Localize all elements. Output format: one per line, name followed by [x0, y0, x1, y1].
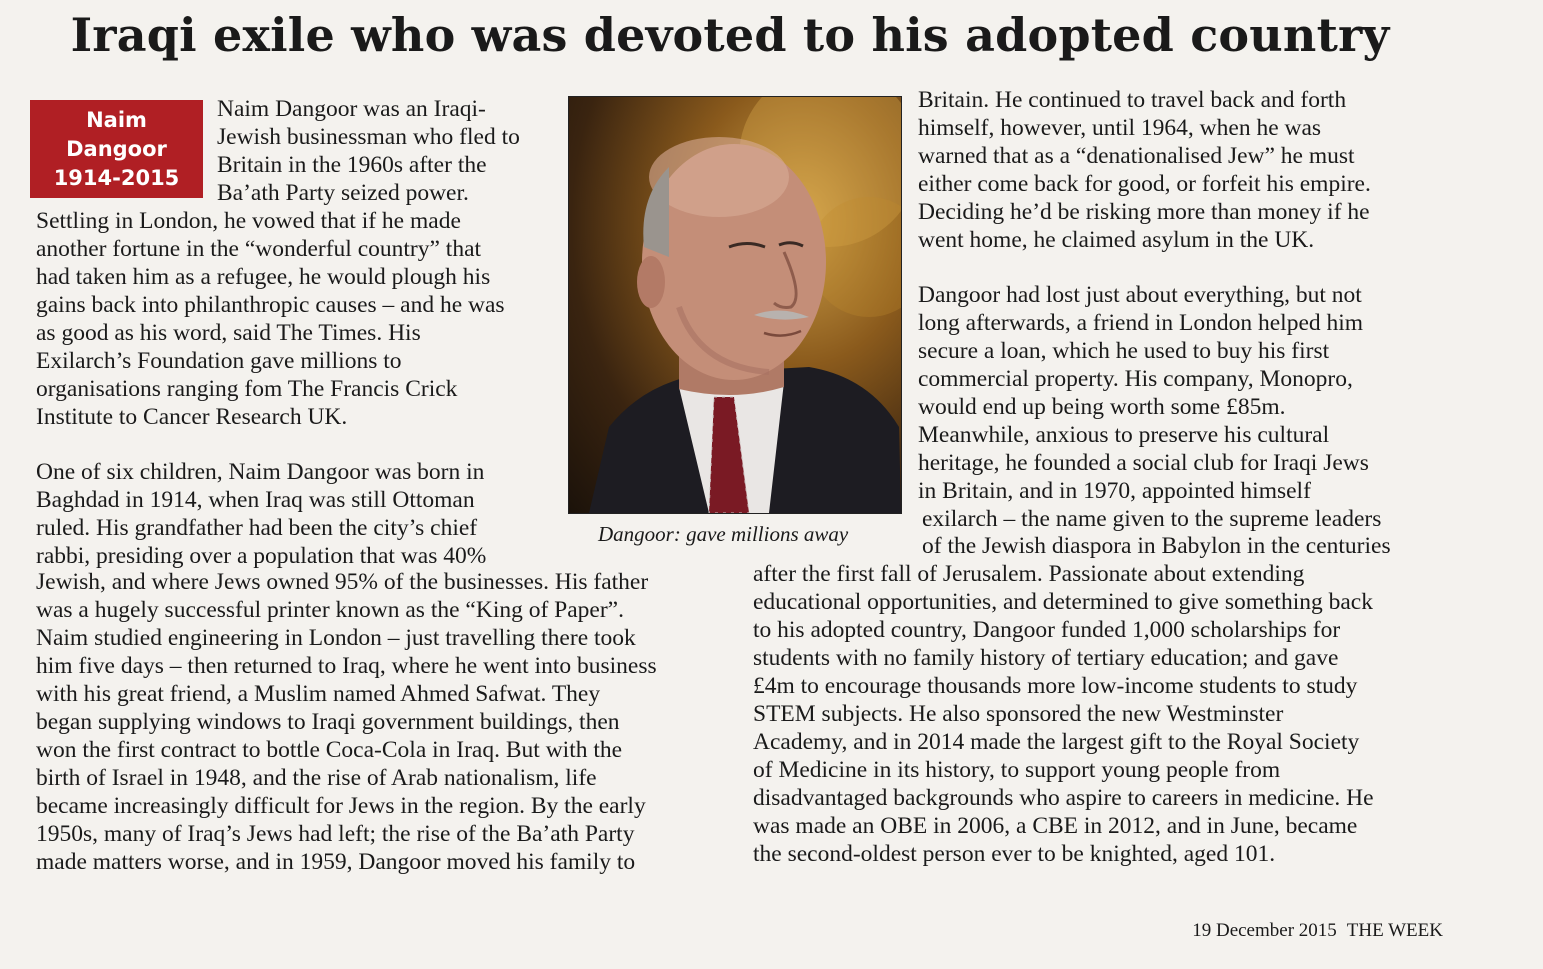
- badge-years: 1914-2015: [53, 165, 180, 190]
- portrait-illustration: [569, 97, 901, 513]
- col1-line: Naim Dangoor was an Iraqi-: [217, 96, 486, 122]
- badge-name-line1: Naim: [86, 107, 147, 132]
- col1-line: him five days – then returned to Iraq, where he went into business: [36, 653, 657, 679]
- col2-line: commercial property. His company, Monopro,: [918, 366, 1353, 392]
- col2-line: secure a loan, which he used to buy his first: [918, 338, 1330, 364]
- col2-line: exilarch – the name given to the supreme leaders: [922, 506, 1382, 532]
- col2-line: Academy, and in 2014 made the largest gift to the Royal Society: [753, 729, 1360, 755]
- col1-line: another fortune in the “wonderful country” that: [36, 236, 482, 262]
- col2-line: in Britain, and in 1970, appointed himself: [918, 478, 1311, 504]
- col2-line: disadvantaged backgrounds who aspire to careers in medicine. He: [753, 785, 1374, 811]
- col1-line: Ba’ath Party seized power.: [217, 180, 469, 206]
- col2-line: STEM subjects. He also sponsored the new Westminster: [753, 701, 1284, 727]
- col1-line: with his great friend, a Muslim named Ahmed Safwat. They: [36, 681, 601, 707]
- col2-line: educational opportunities, and determined to give something back: [753, 589, 1373, 615]
- col2-line: Deciding he’d be risking more than money if he: [918, 199, 1370, 225]
- col2-line: long afterwards, a friend in London helped him: [918, 310, 1364, 336]
- headline: Iraqi exile who was devoted to his adopted country: [70, 8, 1390, 62]
- portrait-photo: [568, 96, 902, 514]
- col2-line: himself, however, until 1964, when he was: [918, 115, 1322, 141]
- col2-line: students with no family history of tertiary education; and gave: [753, 645, 1339, 671]
- col1-line: rabbi, presiding over a population that was 40%: [36, 543, 487, 569]
- col2-line: after the first fall of Jerusalem. Passionate about extending: [753, 561, 1305, 587]
- col2-line: would end up being worth some £85m.: [918, 394, 1286, 420]
- col1-line: Institute to Cancer Research UK.: [36, 404, 348, 430]
- col2-line: of Medicine in its history, to support young people from: [753, 757, 1281, 783]
- col1-line: One of six children, Naim Dangoor was born in: [36, 459, 485, 485]
- col2-line: of the Jewish diaspora in Babylon in the centuries: [922, 533, 1391, 559]
- obituary-name-badge: [30, 100, 203, 198]
- issue-date: 19 December 2015: [1192, 920, 1337, 941]
- col2-line: heritage, he founded a social club for Iraqi Jews: [918, 450, 1369, 476]
- col1-line: 1950s, many of Iraq’s Jews had left; the rise of the Ba’ath Party: [36, 821, 635, 847]
- col1-line: had taken him as a refugee, he would plough his: [36, 264, 491, 290]
- col2-line: either come back for good, or forfeit his empire.: [918, 171, 1371, 197]
- publication-name: THE WEEK: [1346, 920, 1443, 941]
- col1-line: ruled. His grandfather had been the city’s chief: [36, 515, 478, 541]
- col2-line: Dangoor had lost just about everything, but not: [918, 282, 1362, 308]
- col1-line: organisations ranging fom The Francis Crick: [36, 376, 458, 402]
- col1-line: became increasingly difficult for Jews in the region. By the early: [36, 793, 646, 819]
- page-footer: [1192, 920, 1443, 942]
- col2-line: to his adopted country, Dangoor funded 1,000 scholarships for: [753, 617, 1341, 643]
- col1-line: made matters worse, and in 1959, Dangoor moved his family to: [36, 849, 636, 875]
- col2-line: Meanwhile, anxious to preserve his cultural: [918, 422, 1330, 448]
- col1-line: Settling in London, he vowed that if he made: [36, 208, 461, 234]
- col1-line: birth of Israel in 1948, and the rise of Arab nationalism, life: [36, 765, 597, 791]
- col2-line: warned that as a “denationalised Jew” he must: [918, 143, 1355, 169]
- col1-line: Jewish businessman who fled to: [217, 124, 520, 150]
- col1-line: Jewish, and where Jews owned 95% of the businesses. His father: [36, 569, 649, 595]
- col2-line: the second-oldest person ever to be knighted, aged 101.: [753, 841, 1276, 867]
- col1-line: Britain in the 1960s after the: [217, 152, 487, 178]
- col2-line: was made an OBE in 2006, a CBE in 2012, and in June, became: [753, 813, 1358, 839]
- badge-name-line2: Dangoor: [66, 136, 167, 161]
- photo-caption: Dangoor: gave millions away: [598, 522, 849, 546]
- col1-line: Exilarch’s Foundation gave millions to: [36, 348, 402, 374]
- col1-line: won the first contract to bottle Coca-Cola in Iraq. But with the: [36, 737, 623, 763]
- col1-line: began supplying windows to Iraqi government buildings, then: [36, 709, 620, 735]
- col2-line: £4m to encourage thousands more low-income students to study: [753, 673, 1358, 699]
- col1-line: Naim studied engineering in London – just travelling there took: [36, 625, 636, 651]
- col2-line: went home, he claimed asylum in the UK.: [918, 227, 1315, 253]
- col1-line: Baghdad in 1914, when Iraq was still Ottoman: [36, 487, 475, 513]
- col1-line: was a hugely successful printer known as the “King of Paper”.: [36, 597, 624, 623]
- col1-line: gains back into philanthropic causes – and he was: [36, 292, 505, 318]
- col2-line: Britain. He continued to travel back and forth: [918, 87, 1347, 113]
- col1-line: as good as his word, said The Times. His: [36, 320, 421, 346]
